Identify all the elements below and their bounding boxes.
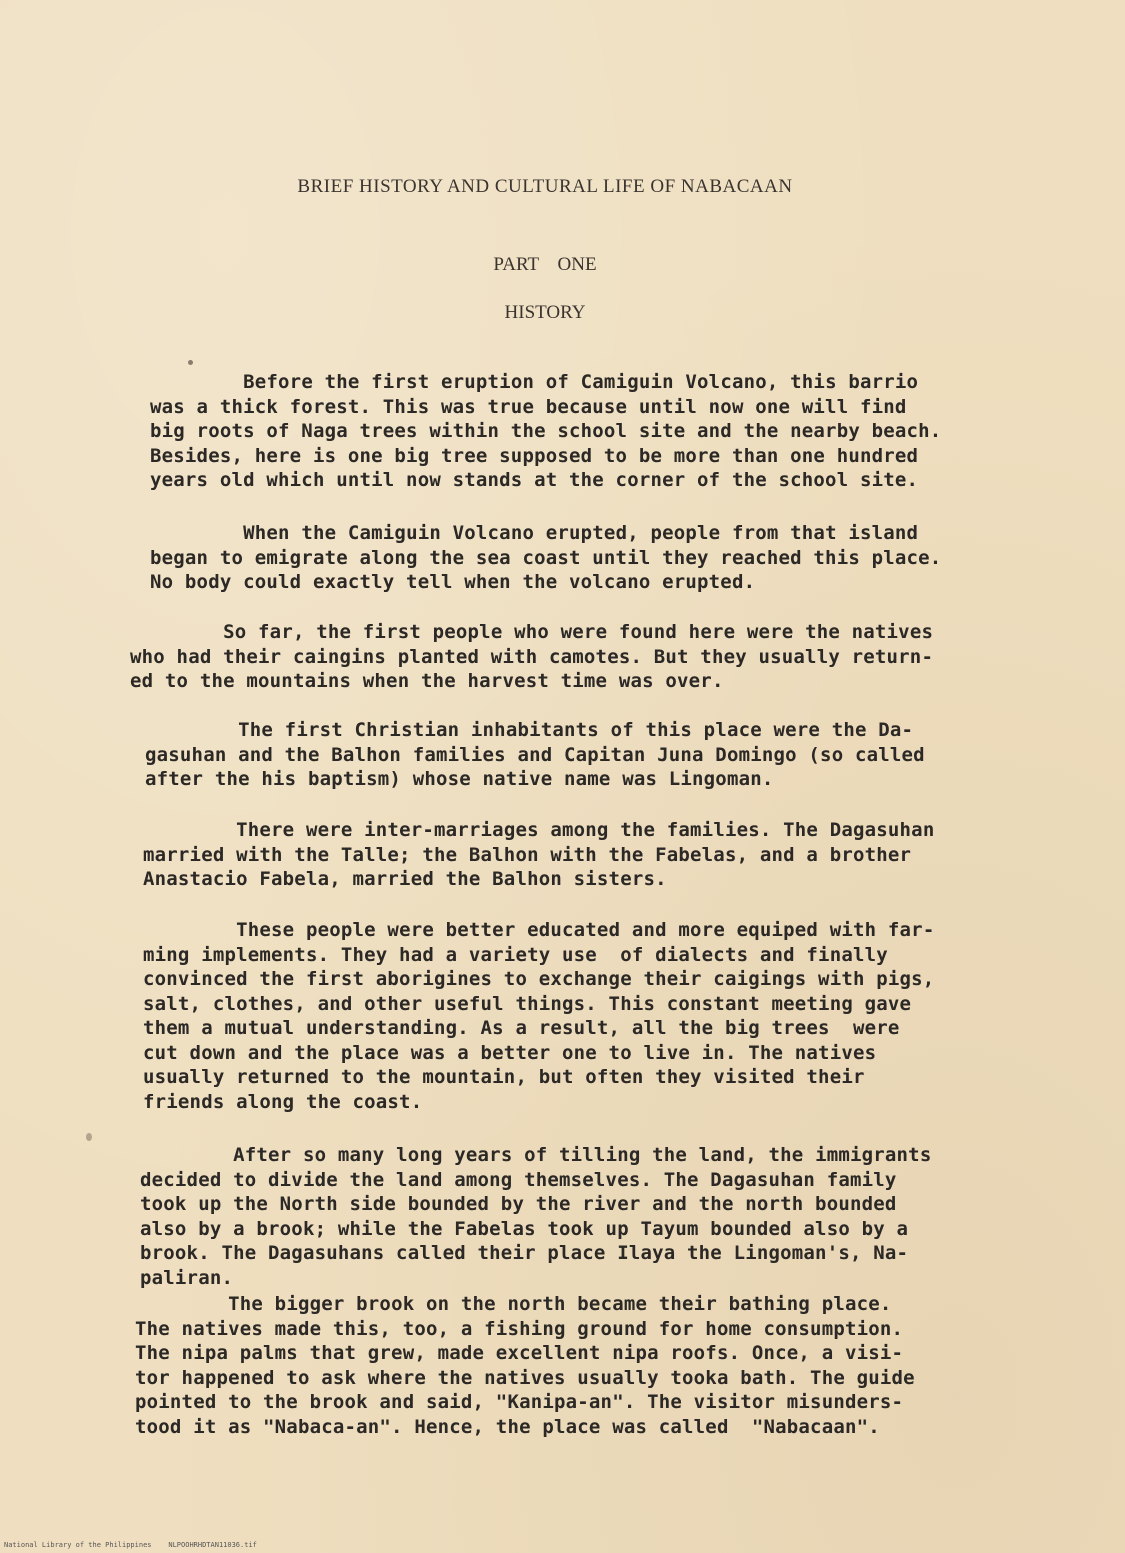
paragraph-2: When the Camiguin Volcano erupted, people from that island began to emigrate along the sea coast until they reached this place. No body could exactly tell when the volcano erupted.	[150, 522, 942, 593]
document-title: BRIEF HISTORY AND CULTURAL LIFE OF NABACAAN	[297, 176, 793, 197]
footer-library: National Library of the Philippines	[4, 1541, 152, 1549]
part-heading: PART ONE	[493, 254, 597, 275]
footer-file: NLPOOHRHDTAN11036.tif	[168, 1541, 257, 1549]
paragraph-1: Before the first eruption of Camiguin Volcano, this barrio was a thick forest. This was true because until now one will find big roots of Naga trees within the school site and the nearby beach. Besides, here is one big tree supposed to be more than one hundred years old which until now stands at the corner of the school site.	[150, 371, 942, 491]
ink-speck	[188, 360, 193, 365]
paragraph-8: The bigger brook on the north became their bathing place. The natives made this, too, a fishing ground for home consumption. The nipa palms that grew, made excellent nipa roofs. Once, a visi- tor happened to ask where the natives usually tooka bath. The guide pointed to the brook and said, "Kanipa-an". The visitor misunders- tood it as "Nabaca-an". Hence, the place was called "Nabacaan".	[135, 1293, 915, 1438]
paragraph-4: The first Christian inhabitants of this place were the Da- gasuhan and the Balhon families and Capitan Juna Domingo (so called after the his baptism) whose native name was Lingoman.	[145, 719, 925, 790]
archive-footer	[4, 1541, 257, 1549]
section-heading: HISTORY	[504, 302, 586, 323]
ink-speck	[86, 1133, 92, 1141]
paragraph-5: There were inter-marriages among the families. The Dagasuhan married with the Talle; the Balhon with the Fabelas, and a brother Anastacio Fabela, married the Balhon sisters.	[143, 819, 935, 890]
paragraph-6: These people were better educated and more equiped with far- ming implements. They had a variety use of dialects and finally convinced the first aborigines to exchange their caigings with pigs, salt, clothes, and other useful things. This constant meeting gave them a mutual understanding. As a result, all the big trees were cut down and the place was a better one to live in. The natives usually returned to the mountain, but often they visited their friends along the coast.	[143, 919, 935, 1113]
paragraph-7: After so many long years of tilling the land, the immigrants decided to divide the land among themselves. The Dagasuhan family took up the North side bounded by the river and the north bounded also by a brook; while the Fabelas took up Tayum bounded also by a brook. The Dagasuhans called their place Ilaya the Lingoman's, Na- paliran.	[140, 1144, 932, 1289]
paragraph-3: So far, the first people who were found here were the natives who had their caingins planted with camotes. But they usually return- ed to the mountains when the harvest time was over.	[130, 621, 934, 692]
